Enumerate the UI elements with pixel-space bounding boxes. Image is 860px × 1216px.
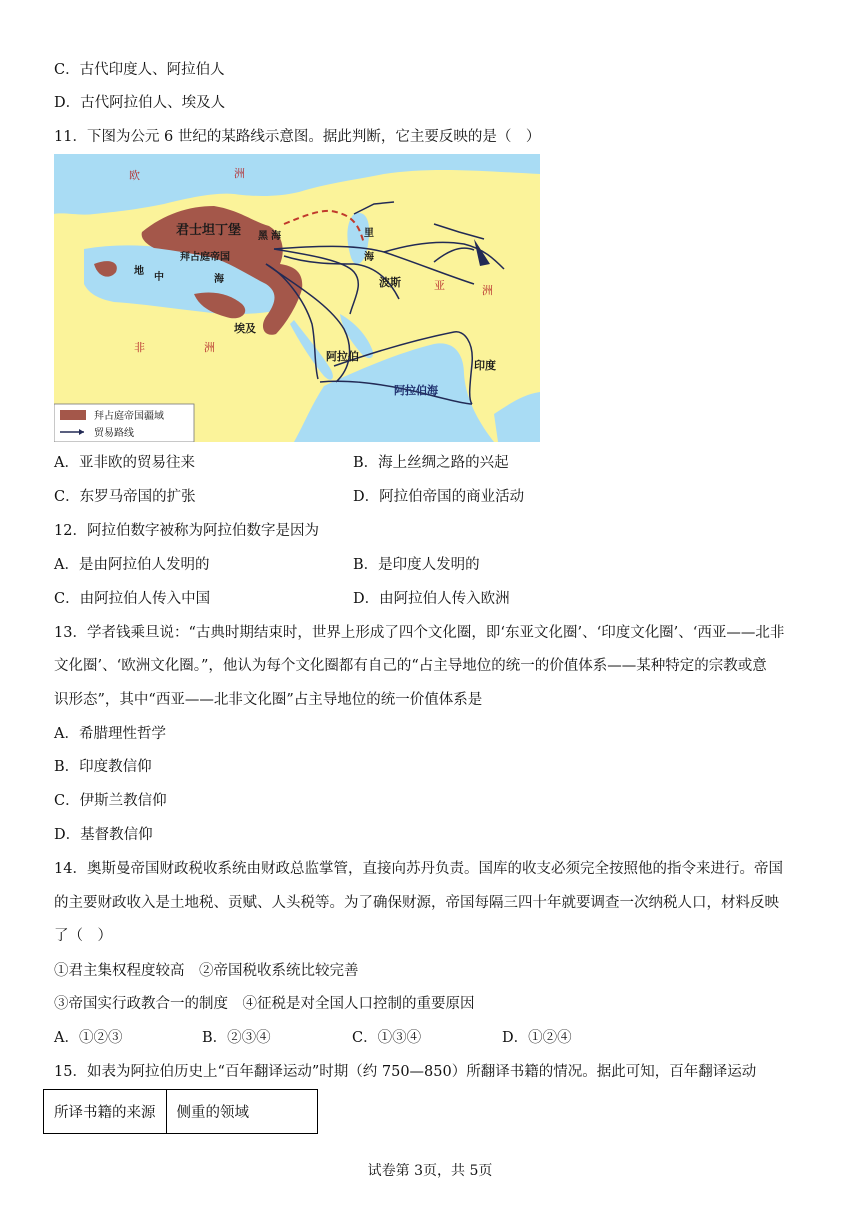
q12-option-c: C．由阿拉伯人传入中国 (54, 591, 211, 607)
q13-option-a: A．希腊理性哲学 (54, 726, 166, 742)
q12-stem: 12．阿拉伯数字被称为阿拉伯数字是因为 (54, 523, 319, 539)
q14-option-a: A．①②③ (54, 1030, 123, 1046)
q13-stem-line2: 文化圈’、‘欧洲文化圈。”，他认为每个文化圈都有自己的“占主导地位的统一的价值体系——某种特定的宗教或意 (54, 658, 767, 674)
legend-empire: 拜占庭帝国疆域 (94, 411, 164, 422)
label-india: 印度 (474, 359, 496, 372)
q14-items-line2: ③帝国实行政教合一的制度 ④征税是对全国人口控制的重要原因 (54, 996, 475, 1012)
q12-option-b: B．是印度人发明的 (353, 557, 480, 573)
q14-option-c: C．①③④ (352, 1030, 422, 1046)
q13-option-b: B．印度教信仰 (54, 759, 152, 775)
label-black-sea-b: 海 (271, 231, 281, 242)
label-byzantine: 拜占庭帝国 (180, 252, 230, 263)
label-africa-a: 非 (134, 341, 145, 354)
label-europe-a: 欧 (129, 169, 140, 182)
label-asia-a: 亚 (434, 279, 445, 292)
q14-stem-line1: 14．奥斯曼帝国财政税收系统由财政总监掌管，直接向苏丹负责。国库的收支必须完全按照他的指令来进行。帝国 (54, 861, 783, 877)
q11-option-a: A．亚非欧的贸易往来 (54, 455, 195, 471)
label-med-a: 地 (134, 266, 144, 277)
q13-option-d: D．基督教信仰 (54, 827, 153, 843)
prev-option-d: D．古代阿拉伯人、埃及人 (54, 95, 226, 111)
label-med-b: 中 (154, 272, 164, 283)
prev-option-c: C．古代印度人、阿拉伯人 (54, 62, 225, 78)
label-egypt: 埃及 (234, 322, 256, 335)
label-arabia: 阿拉伯 (326, 350, 359, 363)
label-persia: 波斯 (379, 276, 401, 289)
label-caspian-a: 里 (364, 228, 374, 239)
label-constantinople: 君士坦丁堡 (176, 223, 242, 238)
map-legend (54, 404, 194, 442)
page-footer: 试卷第 3页，共 5页 (367, 1163, 493, 1179)
table-header-field: 侧重的领域 (166, 1090, 317, 1134)
label-caspian-b: 海 (364, 252, 374, 263)
q14-option-b: B．②③④ (202, 1030, 271, 1046)
q13-stem-line1: 13．学者钱乘旦说：“古典时期结束时，世界上形成了四个文化圈，即‘东亚文化圈’、‘印度文化圈’、‘西亚——北非 (54, 625, 785, 641)
q11-stem: 11．下图为公元 6 世纪的某路线示意图。据此判断，它主要反映的是（ ） (54, 129, 541, 145)
label-asia-b: 洲 (482, 284, 493, 297)
label-med-c: 海 (214, 274, 224, 285)
table-row (44, 1090, 318, 1134)
legend-route: 贸易路线 (94, 428, 134, 439)
table-header-source: 所译书籍的来源 (44, 1090, 167, 1134)
label-arabian-sea: 阿拉伯海 (394, 384, 438, 397)
q12-option-a: A．是由阿拉伯人发明的 (54, 557, 210, 573)
trade-route-map (54, 154, 540, 442)
label-black-sea-a: 黑 (258, 231, 268, 242)
q13-option-c: C．伊斯兰教信仰 (54, 793, 167, 809)
q15-table (43, 1089, 318, 1134)
q11-option-b: B．海上丝绸之路的兴起 (353, 455, 509, 471)
q14-option-d: D．①②④ (502, 1030, 572, 1046)
q14-items-line1: ①君主集权程度较高 ②帝国税收系统比较完善 (54, 963, 359, 979)
label-europe-b: 洲 (234, 167, 245, 180)
q14-stem-line2: 的主要财政收入是土地税、贡赋、人头税等。为了确保财源，帝国每隔三四十年就要调查一次纳税人口，材料反映 (54, 895, 779, 911)
q13-stem-line3: 识形态”，其中“西亚——北非文化圈”占主导地位的统一价值体系是 (54, 692, 483, 708)
q12-option-d: D．由阿拉伯人传入欧洲 (353, 591, 510, 607)
q15-stem: 15．如表为阿拉伯历史上“百年翻译运动”时期（约 750—850）所翻译书籍的情况。据此可知，百年翻译运动 (54, 1064, 757, 1080)
q11-option-d: D．阿拉伯帝国的商业活动 (353, 489, 525, 505)
q11-option-c: C．东罗马帝国的扩张 (54, 489, 196, 505)
q14-stem-line3: 了（ ） (54, 928, 112, 944)
label-africa-b: 洲 (204, 341, 215, 354)
